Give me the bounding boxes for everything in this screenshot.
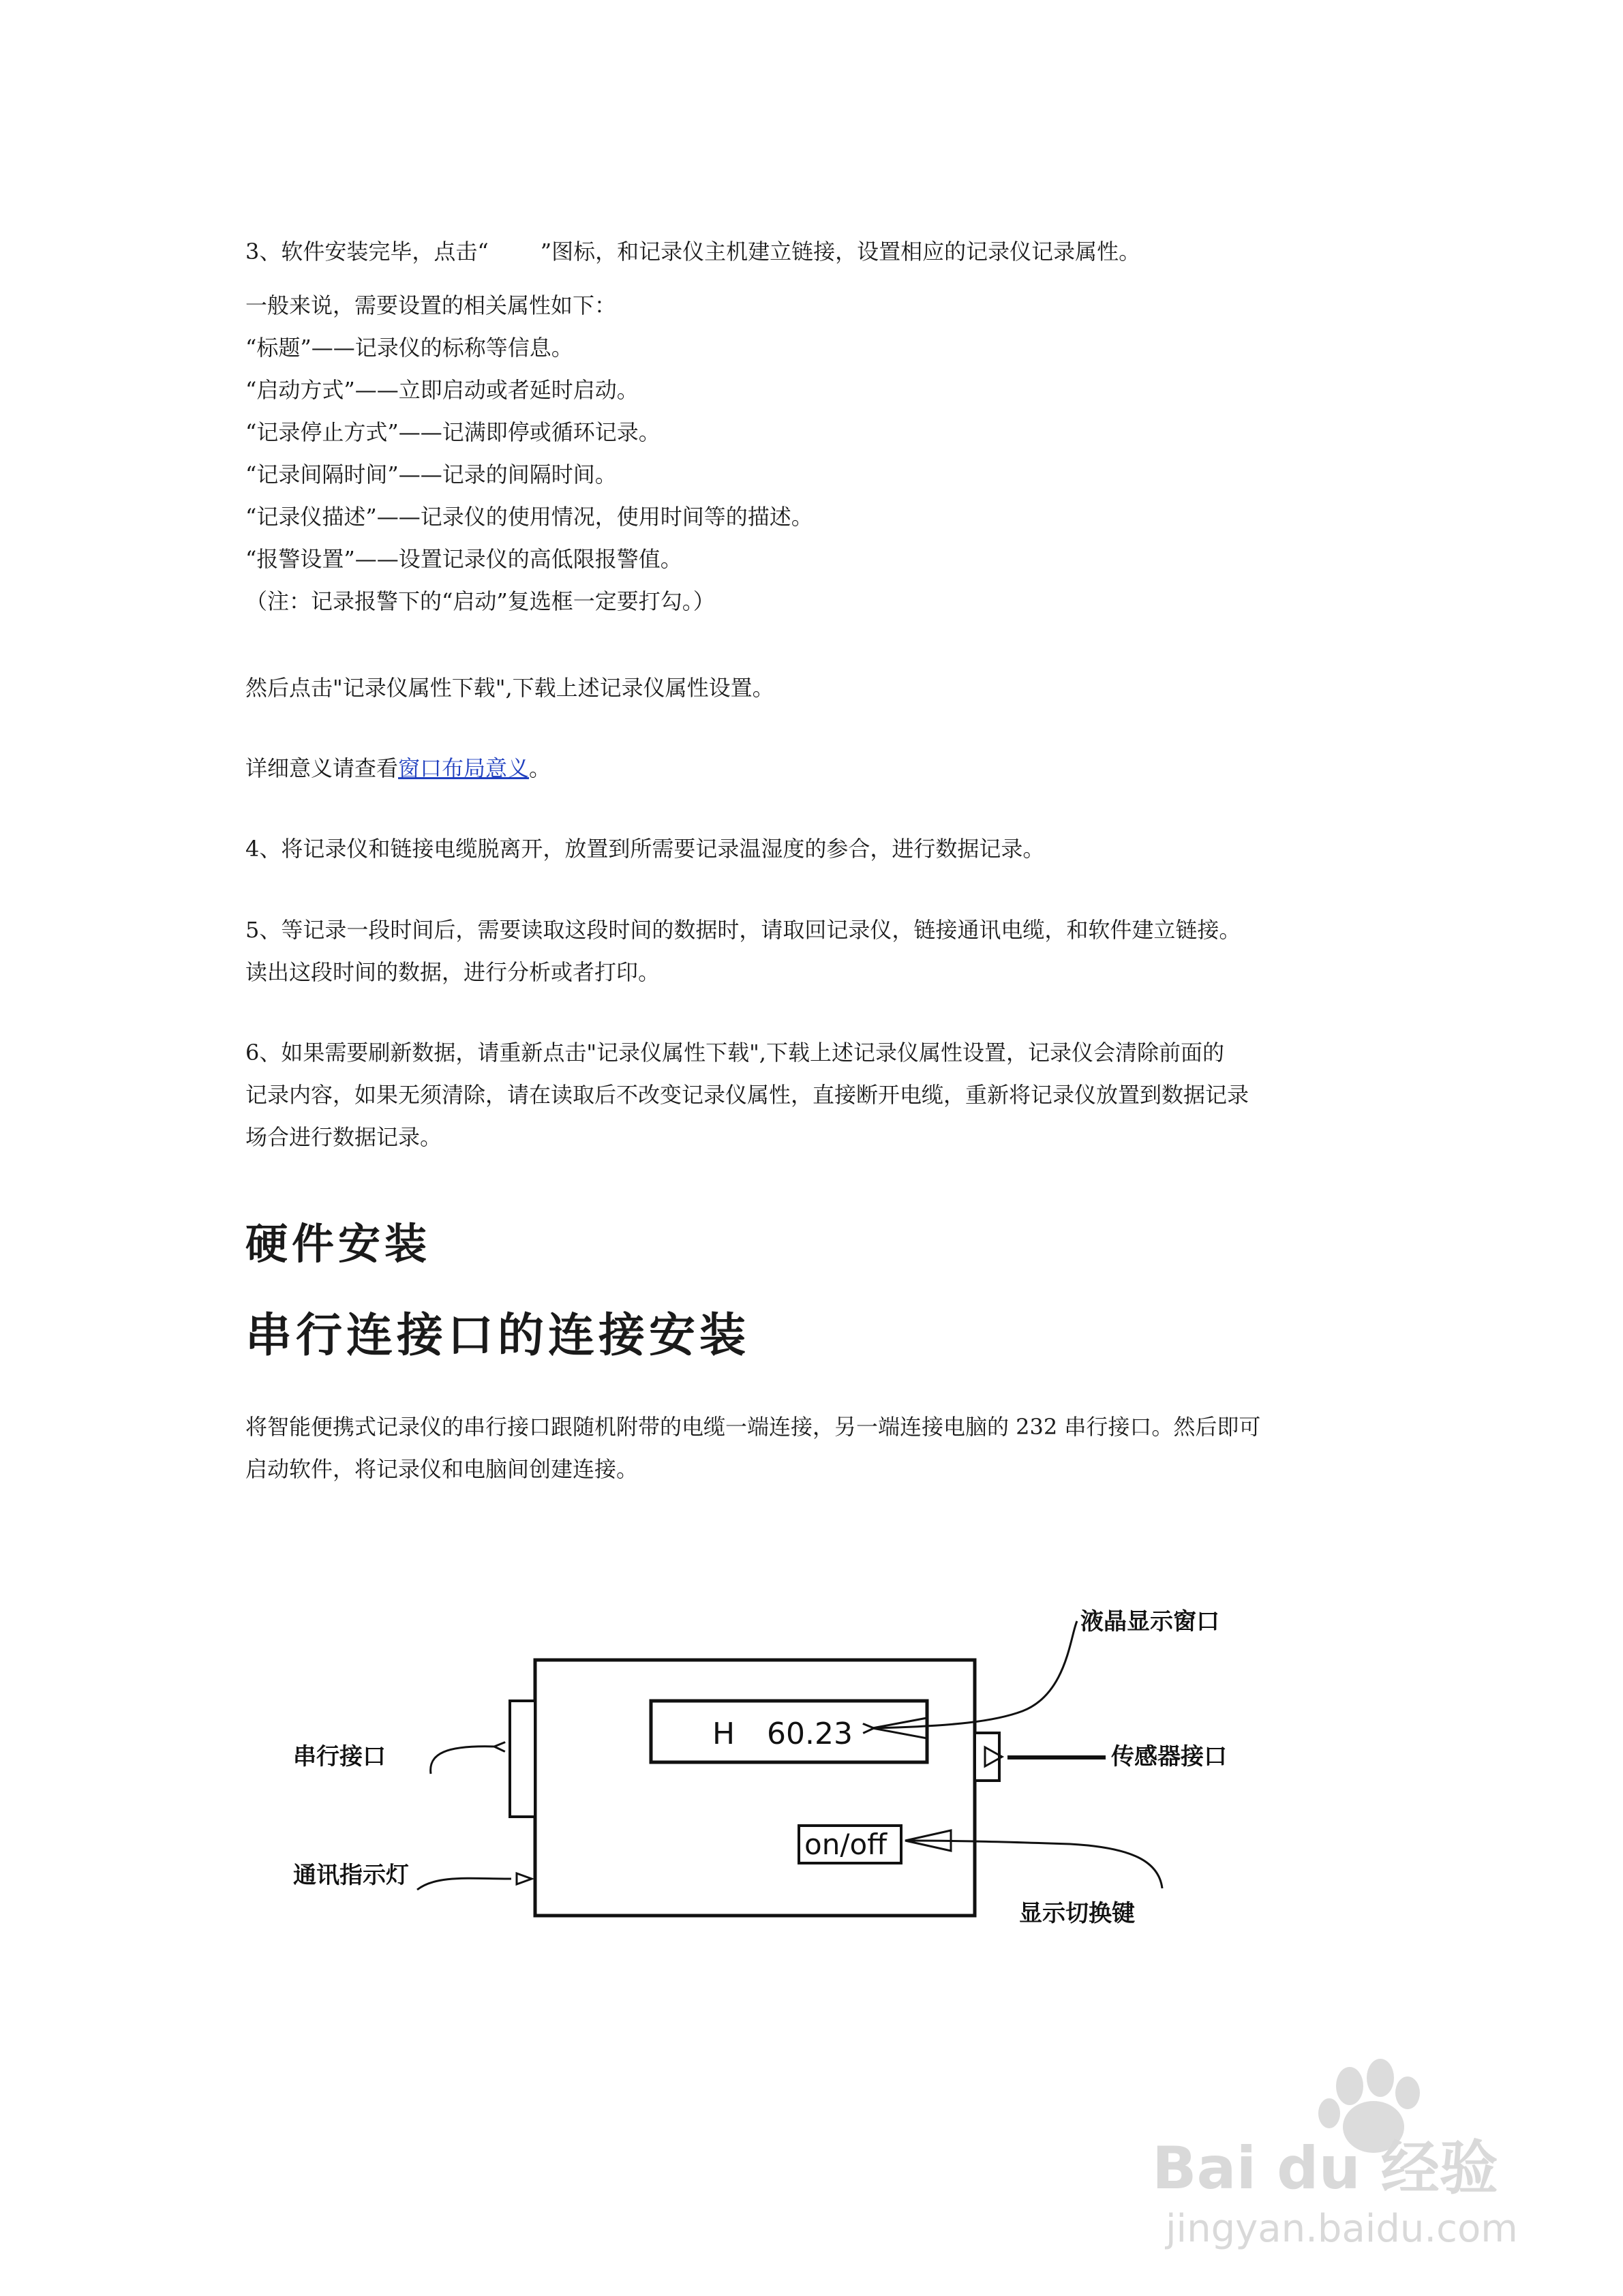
step5-paragraph bbox=[245, 909, 1241, 993]
download-line: 然后点击"记录仪属性下载",下载上述记录仪属性设置。 bbox=[245, 675, 774, 701]
attribute-description: “记录仪描述”——记录仪的使用情况，使用时间等的描述。 bbox=[245, 504, 813, 530]
serial-port-label: 串行接口 bbox=[293, 1743, 386, 1770]
attribute-list bbox=[245, 284, 813, 622]
device-diagram bbox=[273, 1575, 1309, 1943]
step6-paragraph bbox=[245, 1031, 1249, 1158]
step4-line: 4、将记录仪和链接电缆脱离开，放置到所需要记录温湿度的参合，进行数据记录。 bbox=[245, 836, 1045, 862]
attribute-note: （注：记录报警下的“启动”复选框一定要打勾。） bbox=[245, 588, 715, 614]
install-line-1: 将智能便携式记录仪的串行接口跟随机附带的电缆一端连接，另一端连接电脑的 232 串行接口。然后即可 bbox=[245, 1414, 1261, 1440]
step6-line-3: 场合进行数据记录。 bbox=[245, 1124, 442, 1150]
sensor-port-label: 传感器接口 bbox=[1111, 1743, 1227, 1770]
step3-paragraph bbox=[245, 230, 1140, 273]
attribute-title: “标题”——记录仪的标称等信息。 bbox=[245, 335, 573, 361]
attribute-alarm: “报警设置”——设置记录仪的高低限报警值。 bbox=[245, 546, 682, 572]
serial-leader-line bbox=[431, 1747, 494, 1774]
baidu-jingyan-watermark bbox=[1125, 2052, 1534, 2256]
step3-text-before-icon: 3、软件安装完毕，点击“ bbox=[245, 239, 489, 265]
step3-text-after-icon: ”图标，和记录仪主机建立链接，设置相应的记录仪记录属性。 bbox=[540, 239, 1141, 265]
attribute-stop-mode: “记录停止方式”——记满即停或循环记录。 bbox=[245, 419, 661, 445]
lcd-window-label: 液晶显示窗口 bbox=[1080, 1608, 1219, 1635]
detail-period: 。 bbox=[529, 755, 551, 781]
window-layout-link[interactable]: 窗口布局意义 bbox=[398, 755, 530, 781]
lcd-value-text: 60.23 bbox=[767, 1717, 853, 1751]
detail-text: 详细意义请查看 bbox=[245, 755, 399, 781]
step6-line-2: 记录内容，如果无须清除，请在读取后不改变记录仪属性，直接断开电缆，重新将记录仪放置到数据记录 bbox=[245, 1082, 1249, 1108]
display-switch-label: 显示切换键 bbox=[1019, 1900, 1135, 1927]
lcd-mode-text: H bbox=[712, 1717, 735, 1751]
attribute-intro: 一般来说，需要设置的相关属性如下： bbox=[245, 292, 617, 318]
recorder-body bbox=[535, 1660, 975, 1916]
step5-line-1: 5、等记录一段时间后，需要读取这段时间的数据时，请取回记录仪，链接通讯电缆，和软件建立链接。 bbox=[245, 917, 1241, 943]
attribute-start-mode: “启动方式”——立即启动或者延时启动。 bbox=[245, 377, 639, 403]
heading-hardware-install: 硬件安装 bbox=[245, 1219, 431, 1269]
heading-serial-connection: 串行连接口的连接安装 bbox=[245, 1309, 750, 1363]
detail-paragraph bbox=[245, 747, 551, 789]
install-paragraph bbox=[245, 1406, 1260, 1490]
watermark-brand: Bai du 经验 bbox=[1152, 2134, 1498, 2203]
comm-indicator-triangle bbox=[517, 1873, 532, 1884]
download-paragraph bbox=[245, 667, 774, 709]
comm-indicator-label: 通讯指示灯 bbox=[293, 1862, 409, 1889]
onoff-button-text: on/off bbox=[804, 1828, 888, 1861]
sensor-port-tab bbox=[975, 1733, 999, 1781]
serial-port-tab bbox=[510, 1701, 535, 1817]
step3-first-line bbox=[245, 230, 1140, 273]
comm-leader-line bbox=[417, 1878, 511, 1890]
step6-line-1: 6、如果需要刷新数据，请重新点击"记录仪属性下载",下载上述记录仪属性设置，记录仪会清除前面的 bbox=[245, 1040, 1224, 1066]
install-line-2: 启动软件，将记录仪和电脑间创建连接。 bbox=[245, 1456, 639, 1482]
step5-line-2: 读出这段时间的数据，进行分析或者打印。 bbox=[245, 959, 661, 985]
step4-paragraph bbox=[245, 828, 1044, 870]
attribute-interval: “记录间隔时间”——记录的间隔时间。 bbox=[245, 462, 617, 487]
watermark-url: jingyan.baidu.com bbox=[1166, 2207, 1518, 2251]
detail-line bbox=[245, 747, 551, 789]
